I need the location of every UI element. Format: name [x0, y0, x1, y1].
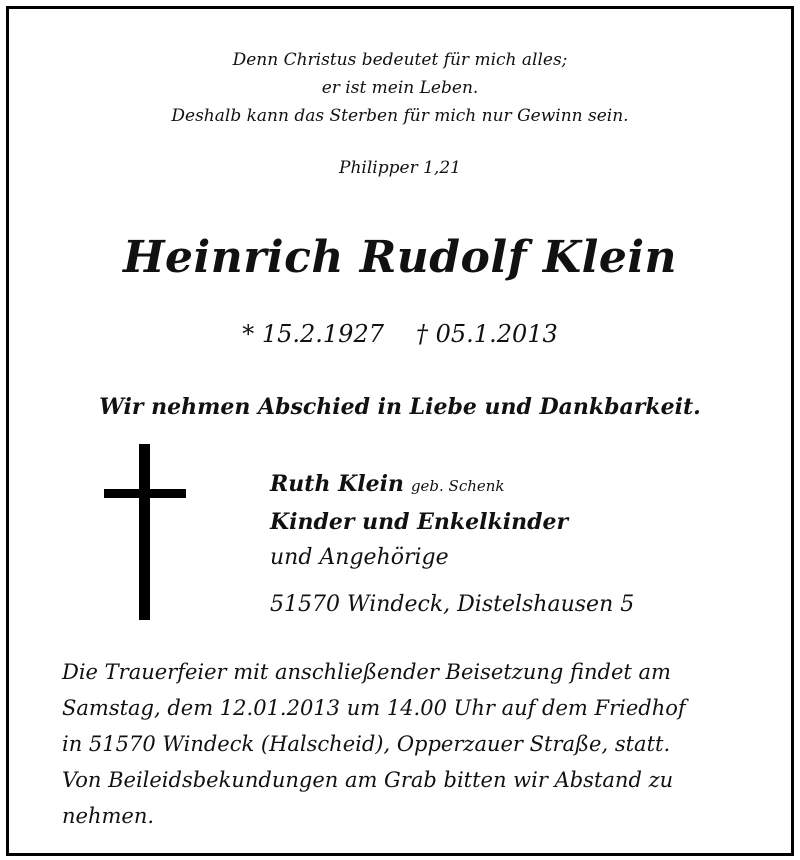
life-dates: [0, 320, 800, 348]
bible-verse: [0, 46, 800, 130]
verse-line-2: er ist mein Leben.: [321, 78, 479, 98]
notice-line-5: nehmen.: [62, 804, 155, 828]
birth-date: * 15.2.1927: [242, 320, 384, 348]
verse-line-1: Denn Christus bedeutet für mich alles;: [232, 50, 568, 70]
notice-line-2: Samstag, dem 12.01.2013 um 14.00 Uhr auf dem Friedhof: [62, 696, 686, 720]
funeral-notice: [62, 654, 762, 834]
mourners-block: [270, 466, 568, 576]
death-date: † 05.1.2013: [416, 320, 558, 348]
farewell-line: Wir nehmen Abschied in Liebe und Dankbarkeit.: [99, 394, 701, 420]
deceased-name: Heinrich Rudolf Klein: [122, 232, 678, 283]
verse-line-3: Deshalb kann das Sterben für mich nur Gewinn sein.: [171, 106, 629, 126]
notice-line-3: in 51570 Windeck (Halscheid), Opperzauer Straße, statt.: [62, 732, 671, 756]
children-line: Kinder und Enkelkinder: [270, 509, 569, 535]
family-address: 51570 Windeck, Distelshausen 5: [270, 592, 635, 617]
spouse-maiden-name: geb. Schenk: [410, 477, 505, 495]
notice-line-1: Die Trauerfeier mit anschließender Beisetzung findet am: [62, 660, 671, 684]
relatives-line: und Angehörige: [270, 545, 449, 570]
cross-icon: [104, 444, 186, 620]
spouse-line: [270, 466, 568, 504]
notice-line-4: Von Beileidsbekundungen am Grab bitten wir Abstand zu: [62, 768, 674, 792]
spouse-name: Ruth Klein: [270, 471, 404, 497]
verse-source: Philipper 1,21: [339, 158, 461, 178]
